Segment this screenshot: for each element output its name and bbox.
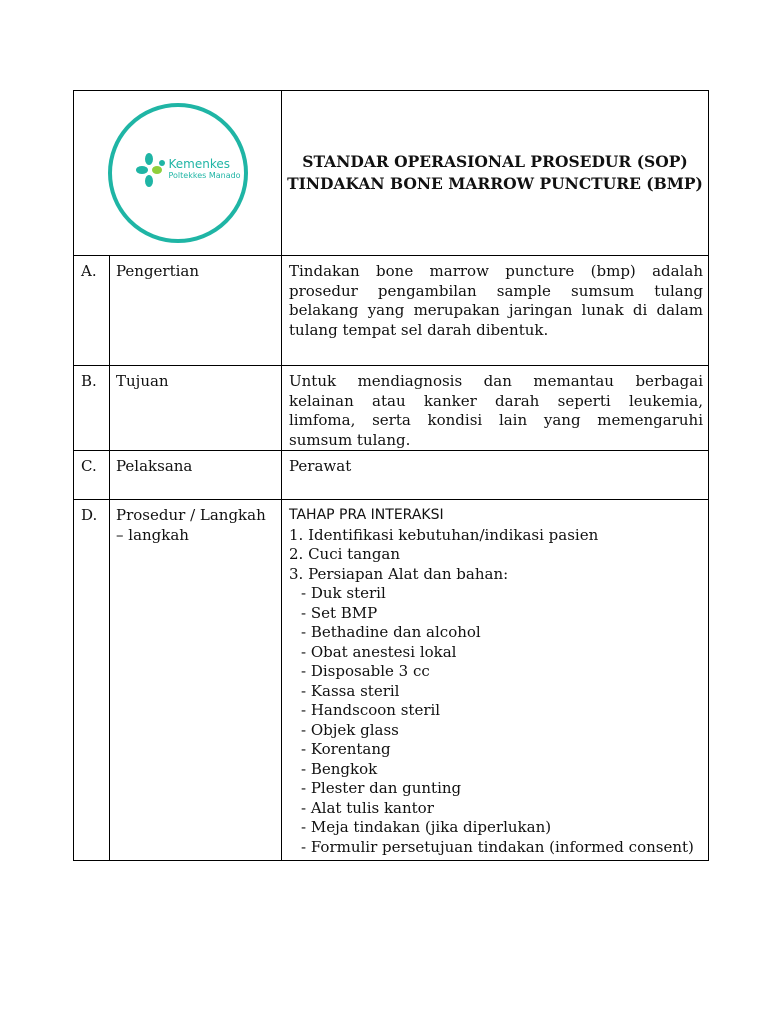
equipment-item: - Meja tindakan (jika diperlukan) — [301, 818, 552, 836]
equipment-item: - Korentang — [301, 740, 391, 758]
row-letter: A. — [74, 256, 110, 366]
logo-cell — [74, 91, 282, 256]
equipment-item: - Disposable 3 cc — [301, 662, 430, 680]
procedure-step: 1. Identifikasi kebutuhan/indikasi pasien — [289, 525, 599, 544]
equipment-item: - Objek glass — [301, 720, 399, 739]
equipment-item: - Handscoon steril — [301, 701, 441, 719]
procedure-content — [282, 500, 709, 861]
equipment-item: - Kassa steril — [301, 681, 400, 700]
row-pelaksana — [74, 451, 709, 500]
row-label: Pengertian — [110, 256, 282, 366]
row-letter: C. — [74, 451, 110, 500]
row-tujuan — [74, 366, 709, 451]
equipment-item: - Formulir persetujuan tindakan (informed consent) — [301, 837, 694, 856]
equipment-item: - Set BMP — [301, 603, 378, 622]
procedure-step: 2. Cuci tangan — [289, 545, 401, 563]
row-pengertian — [74, 256, 709, 366]
row-label: Pelaksana — [110, 451, 282, 500]
document-title-line-2: TINDAKAN BONE MARROW PUNCTURE (BMP) — [287, 174, 703, 193]
procedure-heading: TAHAP PRA INTERAKSI — [289, 507, 444, 523]
equipment-item: - Bengkok — [301, 759, 378, 778]
row-letter: D. — [74, 500, 110, 861]
row-content: Perawat — [282, 451, 709, 500]
row-prosedur — [74, 500, 709, 861]
row-label: Tujuan — [110, 366, 282, 451]
kemenkes-logo — [108, 103, 248, 243]
equipment-item: - Obat anestesi lokal — [301, 642, 457, 661]
row-label: Prosedur / Langkah – langkah — [110, 500, 282, 861]
logo-subtitle: Poltekkes Manado — [168, 171, 241, 180]
row-letter: B. — [74, 366, 110, 451]
equipment-item: - Alat tulis kantor — [301, 798, 434, 817]
equipment-item: - Bethadine dan alcohol — [301, 623, 481, 641]
row-content: Untuk mendiagnosis dan memantau berbagai kelainan atau kanker darah seperti leukemia, limfoma, serta kondisi lain yang memengaruhi sumsum tulang. — [282, 366, 709, 451]
document-title-line-1: STANDAR OPERASIONAL PROSEDUR (SOP) — [302, 152, 688, 171]
header-row — [74, 91, 709, 256]
equipment-item: - Plester dan gunting — [301, 779, 462, 797]
row-content: Tindakan bone marrow puncture (bmp) adalah prosedur pengambilan sample sumsum tulang belakang yang merupakan jaringan lunak di dalam tulang tempat sel darah dibentuk. — [282, 256, 709, 366]
logo-name: Kemenkes — [168, 157, 230, 171]
kemenkes-mark-icon — [136, 152, 168, 188]
sop-table — [73, 90, 709, 861]
procedure-step: 3. Persiapan Alat dan bahan: — [289, 564, 509, 583]
title-cell — [282, 91, 709, 256]
logo-text — [169, 157, 241, 181]
equipment-item: - Duk steril — [301, 584, 386, 602]
